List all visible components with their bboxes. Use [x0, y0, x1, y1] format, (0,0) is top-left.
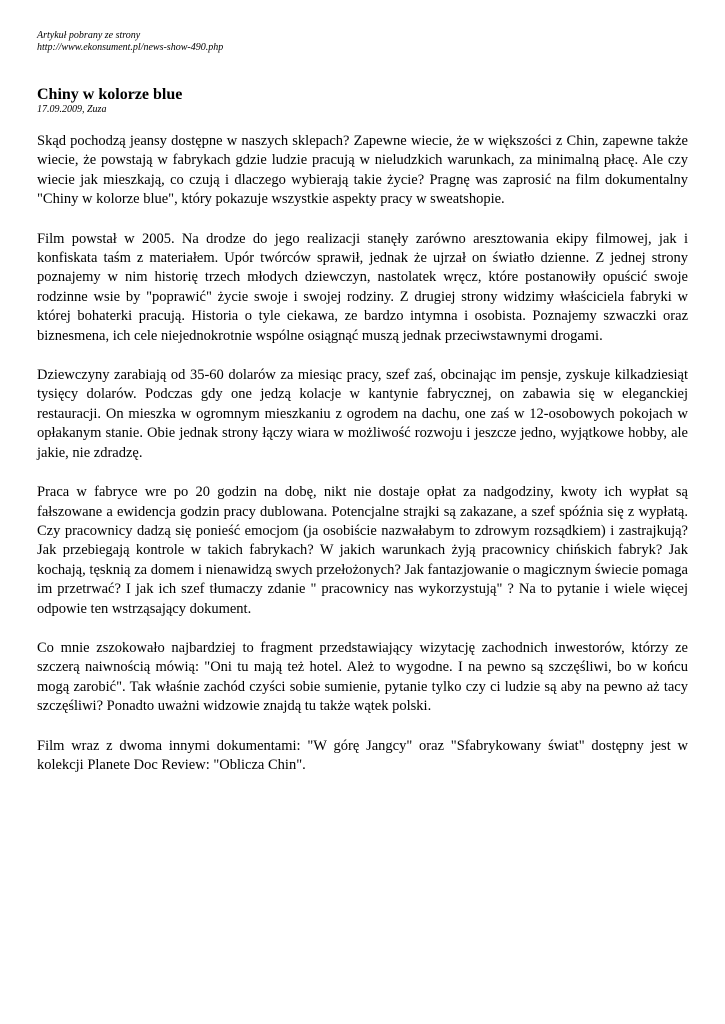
document-page [37, 30, 688, 795]
article-body [37, 132, 688, 775]
article-title: Chiny w kolorze blue [37, 86, 183, 103]
article-meta: 17.09.2009, Zuza [37, 104, 107, 115]
paragraph-6: Film wraz z dwoma innymi dokumentami: "W górę Jangcy" oraz "Sfabrykowany świat" dostępny jest w kolekcji Planete Doc Review: "Oblicza Chin". [37, 737, 688, 773]
paragraph-2: Film powstał w 2005. Na drodze do jego realizacji stanęły zarówno aresztowania ekipy filmowej, jak i konfiskata taśm z materiałem. Upór twórców sprawił, jednak że ujrzał on światło dzienne. Z jednej strony poznajemy w nim historię trzech młodych dziewczyn, nastolatek wręcz, które postanowiły opuścić swoje rodzinne wsie by "poprawić" życie swoje i swojej rodziny. Z drugiej strony widzimy właściciela fabryki w której bohaterki pracują. Historia o tyle ciekawa, ze bardzo intymna i osobista. Poznajemy szwaczki oraz biznesmena, ich cele niejednokrotnie wspólne osiągnąć muszą jednak przeciwstawnymi drogami. [37, 230, 688, 344]
source-url: http://www.ekonsument.pl/news-show-490.php [37, 42, 224, 53]
source-label: Artykuł pobrany ze strony [37, 30, 141, 41]
paragraph-4: Praca w fabryce wre po 20 godzin na dobę, nikt nie dostaje opłat za nadgodziny, kwoty ich wypłat są fałszowane a ewidencja godzin pracy dublowana. Potencjalne strajki są zakazane, a szef spóźnia się z wypłatą. Czy pracownicy dadzą się ponieść emocjom (ja osobiście nazwałabym to zdrowym rozsądkiem) i zastrajkują? Jak przebiegają kontrole w takich fabrykach? W jakich warunkach żyją pracownicy chińskich fabryk? Jak kochają, tęsknią za domem i nienawidzą swych przełożonych? Jak fantazjowanie o magicznym świecie pomaga im przetrwać? I jak ich szef tłumaczy zdanie " pracownicy nas wykorzystują" ? Na to pytanie i wiele więcej odpowie ten wstrząsający dokument. [37, 484, 688, 617]
paragraph-3: Dziewczyny zarabiają od 35-60 dolarów za miesiąc pracy, szef zaś, obcinając im pensje, zyskuje kilkadziesiąt tysięcy dolarów. Podczas gdy one jedzą kolacje w kantynie fabrycznej, on zabawia się w eleganckiej restauracji. On mieszka w ogromnym mieszkaniu z ogrodem na dachu, one zaś w 12-osobowych pokojach w opłakanym stanie. Obie jednak strony łączy wiara w możliwość rozwoju i jeszcze jedno, wyjątkowe hobby, ale jakie, nie zdradzę. [37, 367, 688, 461]
source-header [37, 30, 688, 54]
paragraph-5: Co mnie zszokowało najbardziej to fragment przedstawiający wizytację zachodnich inwestorów, którzy ze szczerą naiwnością mówią: "Oni tu mają też hotel. Ależ to wygodne. I na pewno są szczęśliwi, bo w końcu mogą zarobić". Tak właśnie zachód czyści sobie sumienie, pytanie tylko czy ci ludzie są aby na pewno aż tacy szczęśliwi? Ponadto uważni widzowie znajdą tu także wątek polski. [37, 639, 688, 715]
paragraph-1: Skąd pochodzą jeansy dostępne w naszych sklepach? Zapewne wiecie, że w większości z Chin, zapewne także wiecie, że powstają w fabrykach gdzie ludzie pracują w nieludzkich warunkach, za minimalną płacę. Ale czy wiecie jak mieszkają, co czują i dlaczego wybierają takie życie? Pragnę was zaprosić na film dokumentalny "Chiny w kolorze blue", który pokazuje wszystkie aspekty pracy w sweatshopie. [37, 133, 688, 208]
